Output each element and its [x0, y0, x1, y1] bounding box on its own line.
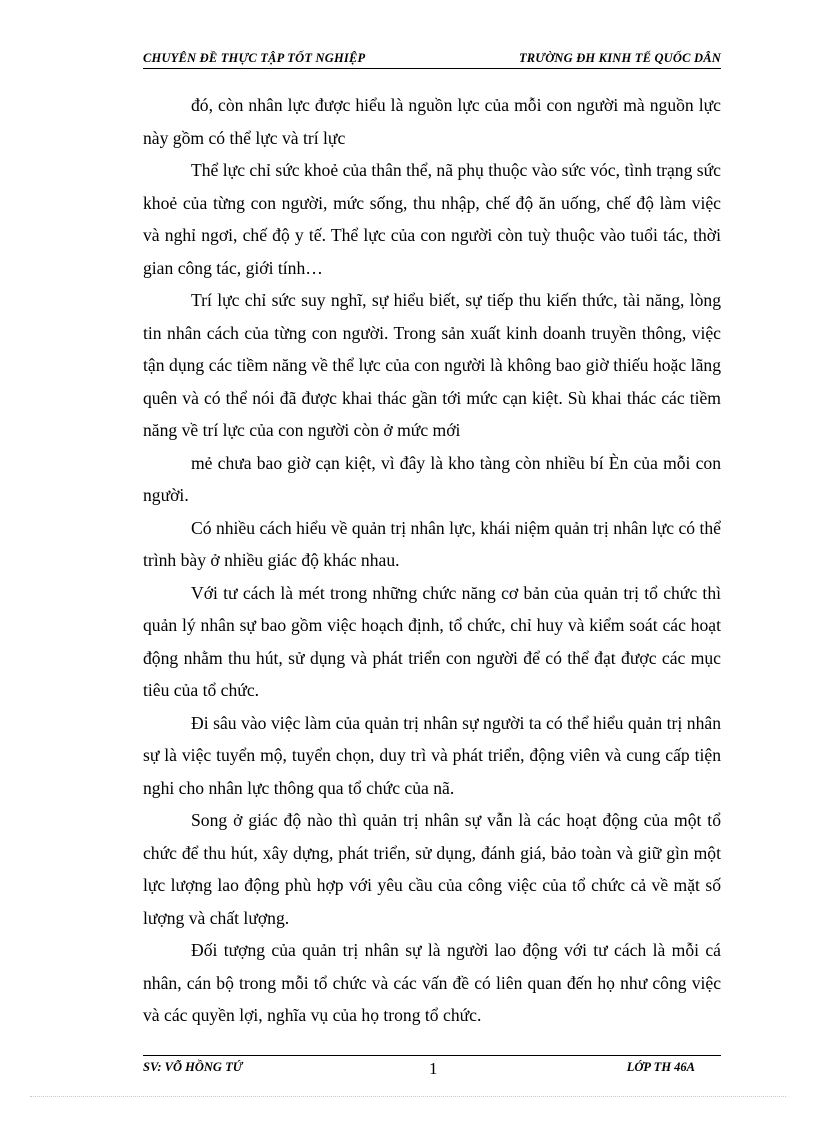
page-number: 1 — [429, 1059, 438, 1078]
paragraph: Song ở giác độ nào thì quản trị nhân sự vẫn là các hoạt động của một tổ chức để thu hút, xây dựng, phát triển, sử dụng, đánh giá, bảo toàn và giữ gìn một lực lượng lao động phù hợp với yêu cầu của công việc của tổ chức cả về mặt số lượng và chất lượng. — [143, 810, 721, 928]
page-header — [143, 46, 721, 69]
document-body — [143, 89, 721, 1032]
page-boundary-divider — [30, 1096, 786, 1097]
paragraph: Đi sâu vào việc làm của quản trị nhân sự người ta có thể hiểu quản trị nhân sự là việc tuyển mộ, tuyển chọn, duy trì và phát triển, động viên và cung cấp tiện nghi cho nhân lực thông qua tổ chức của nã. — [143, 712, 721, 798]
paragraph: đó, còn nhân lực được hiểu là nguồn lực của mỗi con người mà nguồn lực này gồm có thể lực và trí lực — [143, 95, 721, 148]
page-footer — [143, 1055, 721, 1084]
paragraph: Trí lực chỉ sức suy nghĩ, sự hiểu biết, sự tiếp thu kiến thức, tài năng, lòng tin nhân cách của từng con người. Trong sản xuất kinh doanh truyền thông, việc tận dụng các tiềm năng về thể lực của con người là không bao giờ thiếu hoặc lãng quên và có thể nói đã được khai thác gần tới mức cạn kiệt. Sù khai thác các tiềm năng về trí lực của con người còn ở mức mới — [143, 290, 721, 440]
paragraph: mẻ chưa bao giờ cạn kiệt, vì đây là kho tàng còn nhiều bí Èn của mỗi con người. — [143, 452, 721, 505]
header-report-title: CHUYÊN ĐỀ THỰC TẬP TỐT NGHIỆP — [143, 51, 366, 65]
footer-student-name: SV: VÕ HỒNG TỨ — [143, 1060, 243, 1074]
paragraph: Đối tượng của quản trị nhân sự là người lao động với tư cách là mỗi cá nhân, cán bộ trong mỗi tổ chức và các vấn đề có liên quan đến họ như công việc và các quyền lợi, nghĩa vụ của họ trong tổ chức. — [143, 940, 721, 1025]
footer-class-name: LỚP TH 46A — [626, 1060, 695, 1074]
paragraph: Với tư cách là mét trong những chức năng cơ bản của quản trị tổ chức thì quản lý nhân sự bao gồm việc hoạch định, tổ chức, chỉ huy và kiểm soát các hoạt động nhằm thu hút, sử dụng và phát triển con người để có thể đạt được các mục tiêu của tổ chức. — [143, 582, 721, 700]
header-university-name: TRƯỜNG ĐH KINH TẾ QUỐC DÂN — [518, 51, 721, 65]
paragraph: Có nhiều cách hiểu về quản trị nhân lực, khái niệm quản trị nhân lực có thể trình bày ở nhiều giác độ khác nhau. — [143, 517, 721, 570]
paragraph: Thể lực chỉ sức khoẻ của thân thể, nã phụ thuộc vào sức vóc, tình trạng sức khoẻ của từng con người, mức sống, thu nhập, chế độ ăn uống, chế độ làm việc và nghỉ ngơi, chế độ y tế. Thể lực của con người còn tuỳ thuộc vào tuổi tác, thời gian công tác, giới tính… — [143, 160, 721, 278]
